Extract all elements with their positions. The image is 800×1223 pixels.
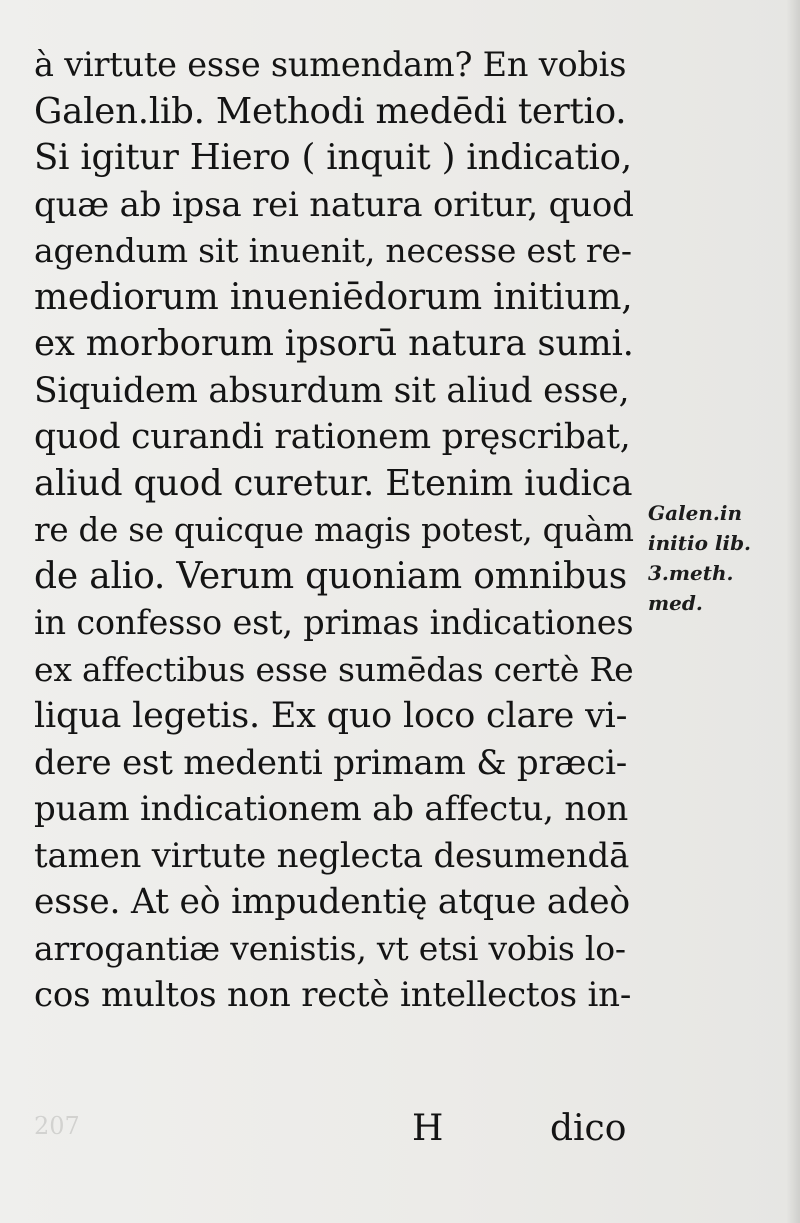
text-line: puam indicationem ab affectu, non (34, 789, 629, 829)
text-line: Si igitur Hiero ( inquit ) indicatio, (34, 137, 632, 178)
text-line: Siquidem absurdum sit aliud esse, (34, 370, 630, 411)
text-line: esse. At eò impudentię atque adeò (34, 882, 630, 922)
margin-note-line: Galen.in (648, 501, 743, 525)
text-line: quod curandi rationem pręscribat, (34, 417, 631, 457)
marginal-note (648, 498, 778, 618)
margin-note-line: 3.meth. (648, 561, 734, 585)
text-line: liqua legetis. Ex quo loco clare vi- (34, 696, 628, 736)
text-line: ex morborum ipsorū natura sumi. (34, 323, 634, 364)
text-line: re de se quicque magis potest, quàm (34, 511, 634, 549)
body-text (34, 42, 634, 1019)
text-line: ex affectibus esse sumēdas certè Re (34, 649, 634, 689)
page-edge-shadow (786, 0, 800, 1223)
text-line: Galen.lib. Methodi medēdi tertio. (34, 90, 627, 132)
text-line: in confesso est, primas indicationes (34, 603, 634, 642)
text-line: dere est medenti primam & præci- (34, 742, 628, 783)
text-line: mediorum inueniēdorum initium, (34, 276, 633, 318)
text-line: de alio. Verum quoniam omnibus (34, 555, 628, 597)
text-line: agendum sit inuenit, necesse est re- (34, 231, 632, 270)
text-line: aliud quod curetur. Etenim iudica (34, 462, 633, 504)
margin-note-line: med. (648, 591, 703, 615)
text-line: arrogantiæ venistis, vt etsi vobis lo- (34, 928, 626, 968)
bleed-through-page-number: 207 (34, 1112, 80, 1140)
text-line: tamen virtute neglecta desumendā (34, 835, 630, 876)
margin-note-line: initio lib. (648, 531, 752, 555)
text-line: à virtute esse sumendam? En vobis (34, 45, 627, 84)
signature-mark: H (412, 1108, 444, 1149)
text-line: quæ ab ipsa rei natura oritur, quod (34, 184, 634, 225)
catchword: dico (550, 1108, 627, 1149)
text-line: cos multos non rectè intellectos in- (34, 975, 632, 1015)
